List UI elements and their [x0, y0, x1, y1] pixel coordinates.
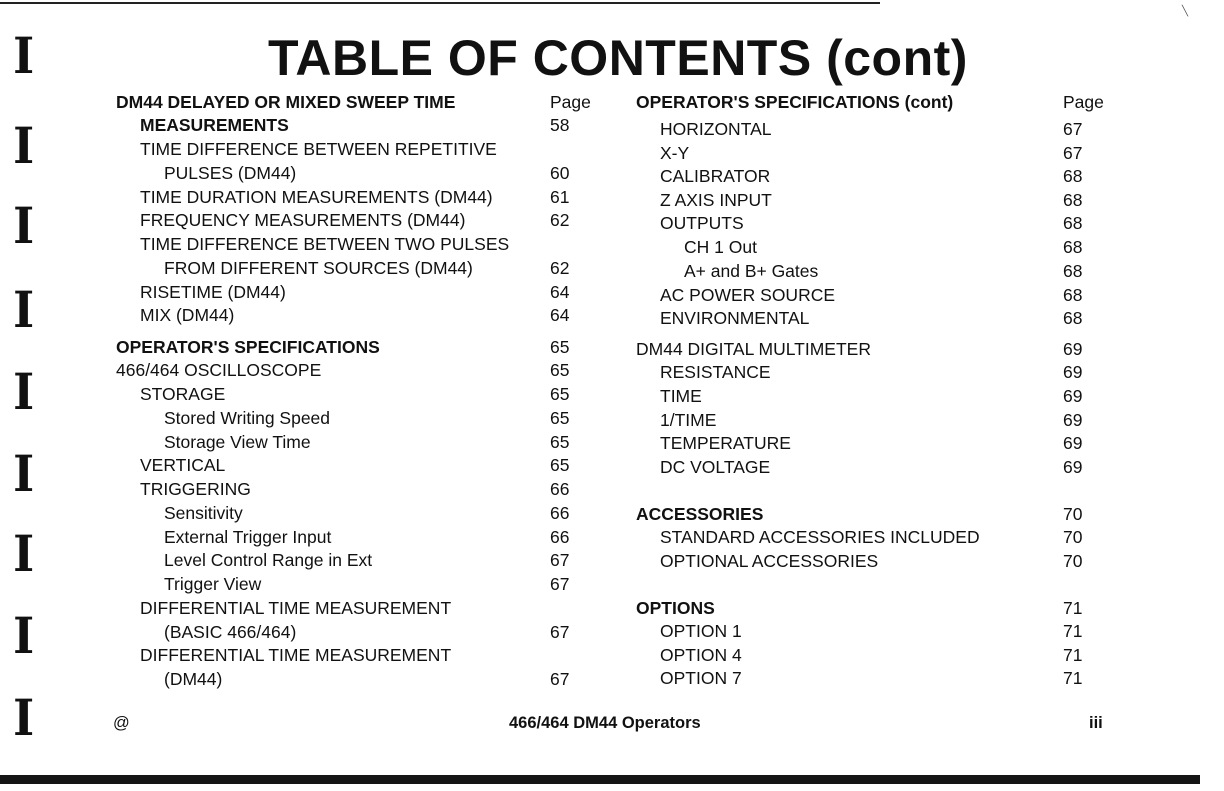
toc-entry-page: 68: [1063, 213, 1083, 233]
toc-right-entry: [636, 141, 1111, 165]
toc-entry-label: TIME DIFFERENCE BETWEEN REPETITIVE: [140, 139, 497, 159]
toc-entry-label: Trigger View: [164, 574, 262, 594]
toc-entry-page: 66: [550, 527, 570, 547]
toc-entry-label: OPTION 1: [660, 621, 742, 641]
toc-right-entry: [636, 188, 1111, 212]
toc-left-entry: [116, 430, 596, 454]
toc-entry-label: Z AXIS INPUT: [660, 190, 772, 210]
toc-entry-page: 65: [550, 384, 570, 404]
toc-entry-page: 65: [550, 432, 570, 452]
toc-entry-label: OPTION 7: [660, 668, 742, 688]
toc-entry-page: 70: [1063, 504, 1083, 524]
toc-entry-label: DM44 DIGITAL MULTIMETER: [636, 339, 871, 359]
toc-right-entry: [636, 235, 1111, 259]
toc-left-entry: [116, 501, 596, 525]
toc-left-entry: [116, 620, 596, 644]
toc-entry-page: 68: [1063, 261, 1083, 281]
toc-entry-label: RISETIME (DM44): [140, 282, 286, 302]
toc-right-entry: [636, 666, 1111, 690]
toc-right-entry: [636, 455, 1111, 479]
footer-manual-title: 466/464 DM44 Operators: [509, 714, 701, 732]
toc-left-entry: [116, 406, 596, 430]
toc-entry-page: 67: [550, 622, 570, 642]
top-rule: [0, 2, 880, 4]
toc-entry-label: RESISTANCE: [660, 362, 771, 382]
binding-marks: [0, 0, 50, 791]
toc-entry-label: OPTION 4: [660, 645, 742, 665]
toc-right-entry: [636, 431, 1111, 455]
toc-entry-page: 65: [550, 455, 570, 475]
toc-right-entry: [636, 337, 1111, 361]
toc-entry-label: 1/TIME: [660, 410, 717, 430]
toc-right-entry: [636, 164, 1111, 188]
scan-speck: ╲: [1182, 6, 1189, 17]
toc-entry-label: HORIZONTAL: [660, 119, 772, 139]
binding-ring-icon: Ι: [13, 116, 35, 175]
toc-entry-page: 69: [1063, 362, 1083, 382]
toc-left-entry: [116, 667, 596, 691]
bottom-rule: [0, 775, 1200, 784]
toc-entry-label: DIFFERENTIAL TIME MEASUREMENT: [140, 598, 452, 618]
toc-left-entry: [116, 477, 596, 501]
toc-entry-label: 466/464 OSCILLOSCOPE: [116, 360, 322, 380]
toc-entry-page: 64: [550, 305, 570, 325]
toc-entry-page: 58: [550, 115, 570, 135]
page-heading: Page: [550, 92, 591, 112]
toc-entry-page: 67: [550, 574, 570, 594]
toc-left-entry: [116, 453, 596, 477]
toc-entry-page: 61: [550, 187, 570, 207]
toc-left-entry: [116, 382, 596, 406]
toc-entry-page: 62: [550, 210, 570, 230]
toc-entry-label: Sensitivity: [164, 503, 243, 523]
toc-right-entry: [636, 549, 1111, 573]
toc-right-entry: [636, 502, 1111, 526]
toc-left-entry: [116, 137, 596, 161]
binding-ring-icon: Ι: [13, 196, 35, 255]
toc-entry-page: 69: [1063, 339, 1083, 359]
footer-mark: @: [113, 714, 130, 732]
toc-entry-page: 70: [1063, 527, 1083, 547]
toc-entry-page: 68: [1063, 166, 1083, 186]
toc-left-entry: [116, 232, 596, 256]
toc-entry-label: STANDARD ACCESSORIES INCLUDED: [660, 527, 980, 547]
toc-entry-label: DIFFERENTIAL TIME MEASUREMENT: [140, 645, 452, 665]
toc-left-entry: [116, 572, 596, 596]
toc-entry-page: 66: [550, 503, 570, 523]
toc-entry-label: STORAGE: [140, 384, 226, 404]
toc-left-entry: [116, 303, 596, 327]
toc-entry-label: Level Control Range in Ext: [164, 550, 373, 570]
toc-entry-label: X-Y: [660, 143, 690, 163]
toc-entry-page: 65: [550, 360, 570, 380]
binding-ring-icon: Ι: [13, 26, 35, 85]
toc-entry-page: 69: [1063, 410, 1083, 430]
toc-entry-page: 70: [1063, 551, 1083, 571]
toc-left-entry: [116, 548, 596, 572]
toc-entry-page: 69: [1063, 386, 1083, 406]
toc-entry-label: TIME: [660, 386, 702, 406]
binding-ring-icon: Ι: [13, 444, 35, 503]
toc-right-entry: [636, 643, 1111, 667]
toc-left-entry: [116, 335, 596, 359]
toc-entry-label: TEMPERATURE: [660, 433, 791, 453]
toc-entry-label: DC VOLTAGE: [660, 457, 771, 477]
toc-entry-page: 69: [1063, 457, 1083, 477]
toc-entry-label: External Trigger Input: [164, 527, 332, 547]
page-heading: Page: [1063, 92, 1104, 112]
toc-entry-label: ENVIRONMENTAL: [660, 308, 810, 328]
toc-entry-label: FREQUENCY MEASUREMENTS (DM44): [140, 210, 466, 230]
toc-entry-label: TIME DIFFERENCE BETWEEN TWO PULSES: [140, 234, 510, 254]
page-title: TABLE OF CONTENTS (cont): [268, 30, 968, 86]
toc-right-header: [636, 90, 1111, 114]
toc-right-entry: [636, 596, 1111, 620]
toc-entry-page: 60: [550, 163, 570, 183]
toc-entry-page: 68: [1063, 190, 1083, 210]
toc-right-entry: [636, 283, 1111, 307]
toc-entry-label: CH 1 Out: [684, 237, 757, 257]
toc-entry-label: VERTICAL: [140, 455, 226, 475]
page-footer: [0, 710, 1224, 736]
toc-entry-label: FROM DIFFERENT SOURCES (DM44): [164, 258, 473, 278]
toc-right-entry: [636, 117, 1111, 141]
toc-left-entry: [116, 596, 596, 620]
toc-left-entry: [116, 208, 596, 232]
toc-right-entry: [636, 384, 1111, 408]
toc-entry-label: (BASIC 466/464): [164, 622, 297, 642]
toc-entry-page: 68: [1063, 308, 1083, 328]
toc-entry-label: OUTPUTS: [660, 213, 744, 233]
toc-left-entry: [116, 358, 596, 382]
toc-right-entry: [636, 619, 1111, 643]
toc-left-entry: [116, 185, 596, 209]
toc-right-entry: [636, 211, 1111, 235]
toc-left-header: [116, 90, 596, 114]
toc-entry-label: Storage View Time: [164, 432, 311, 452]
toc-entry-label: CALIBRATOR: [660, 166, 771, 186]
toc-entry-page: 71: [1063, 621, 1083, 641]
toc-entry-label: OPTIONAL ACCESSORIES: [660, 551, 879, 571]
toc-entry-page: 71: [1063, 668, 1083, 688]
toc-left-entry: [116, 113, 596, 137]
toc-right-entry: [636, 259, 1111, 283]
toc-entry-page: 66: [550, 479, 570, 499]
toc-left-entry: [116, 525, 596, 549]
toc-entry-page: 67: [550, 669, 570, 689]
toc-entry-page: 71: [1063, 598, 1083, 618]
toc-right-entry: [636, 360, 1111, 384]
toc-entry-page: 67: [1063, 143, 1083, 163]
toc-right-entry: [636, 306, 1111, 330]
toc-entry-label: AC POWER SOURCE: [660, 285, 836, 305]
toc-entry-page: 71: [1063, 645, 1083, 665]
toc-entry-page: 68: [1063, 237, 1083, 257]
binding-ring-icon: Ι: [13, 688, 35, 747]
binding-ring-icon: Ι: [13, 362, 35, 421]
toc-left-header-label: DM44 DELAYED OR MIXED SWEEP TIME: [116, 92, 456, 112]
toc-entry-page: 64: [550, 282, 570, 302]
toc-entry-page: 68: [1063, 285, 1083, 305]
toc-entry-label: ACCESSORIES: [636, 504, 764, 524]
toc-left-entry: [116, 643, 596, 667]
toc-right-header-label: OPERATOR'S SPECIFICATIONS (cont): [636, 92, 954, 112]
toc-entry-page: 67: [1063, 119, 1083, 139]
toc-entry-page: 67: [550, 550, 570, 570]
toc-entry-label: A+ and B+ Gates: [684, 261, 819, 281]
toc-entry-page: 65: [550, 408, 570, 428]
binding-ring-icon: Ι: [13, 280, 35, 339]
toc-entry-label: Stored Writing Speed: [164, 408, 331, 428]
toc-entry-page: 62: [550, 258, 570, 278]
toc-entry-label: MEASUREMENTS: [140, 115, 289, 135]
footer-page-number: iii: [1089, 714, 1103, 732]
toc-left-entry: [116, 280, 596, 304]
toc-entry-label: TIME DURATION MEASUREMENTS (DM44): [140, 187, 493, 207]
toc-left-entry: [116, 256, 596, 280]
toc-right-entry: [636, 525, 1111, 549]
toc-left-entry: [116, 161, 596, 185]
toc-entry-label: MIX (DM44): [140, 305, 235, 325]
toc-entry-label: PULSES (DM44): [164, 163, 297, 183]
toc-entry-label: (DM44): [164, 669, 223, 689]
toc-right-entry: [636, 408, 1111, 432]
toc-entry-page: 65: [550, 337, 570, 357]
toc-entry-label: OPERATOR'S SPECIFICATIONS: [116, 337, 380, 357]
binding-ring-icon: Ι: [13, 524, 35, 583]
toc-entry-label: TRIGGERING: [140, 479, 251, 499]
binding-ring-icon: Ι: [13, 606, 35, 665]
toc-entry-label: OPTIONS: [636, 598, 715, 618]
toc-entry-page: 69: [1063, 433, 1083, 453]
